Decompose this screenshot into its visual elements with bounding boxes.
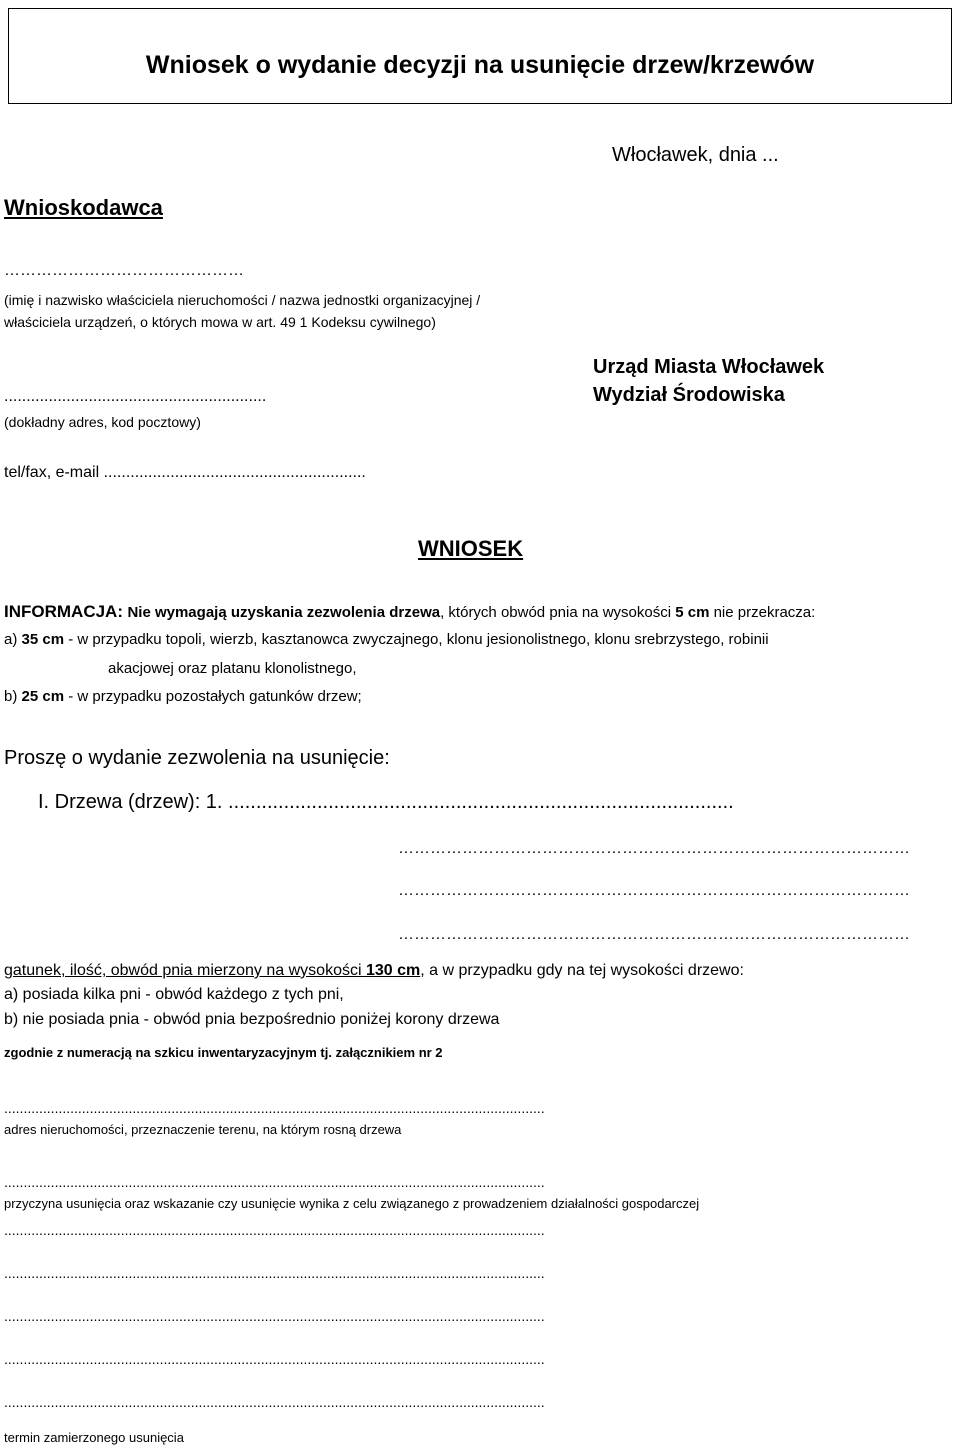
item-a bbox=[4, 631, 769, 648]
gatunek-rest: , a w przypadku gdy na tej wysokości drzewo: bbox=[420, 962, 744, 979]
item-a-cont: akacjowej oraz platanu klonolistnego, bbox=[108, 660, 357, 677]
item-a-bold: 35 cm bbox=[21, 631, 65, 648]
place-date: Włocławek, dnia ... bbox=[612, 144, 779, 166]
recipient-line-2: Wydział Środowiska bbox=[593, 384, 785, 406]
adres-label: adres nieruchomości, przeznaczenie terenu, na którym rosną drzewa bbox=[4, 1122, 402, 1137]
applicant-name-hint-2: właściciela urządzeń, o których mowa w art. 49 1 Kodeksu cywilnego) bbox=[4, 314, 436, 330]
przyczyna-line-3[interactable]: ........................................................................................................................................... bbox=[4, 1308, 545, 1324]
gatunek-b: b) nie posiada pnia - obwód pnia bezpośrednio poniżej korony drzewa bbox=[4, 1011, 500, 1028]
item-b bbox=[4, 688, 362, 705]
applicant-address-hint: (dokładny adres, kod pocztowy) bbox=[4, 414, 201, 430]
trees-line bbox=[38, 791, 734, 814]
applicant-address-dots[interactable]: ........................................................... bbox=[4, 388, 267, 405]
prosze-text: Proszę o wydanie zezwolenia na usunięcie: bbox=[4, 747, 390, 769]
adres-dots[interactable]: ........................................................................................................................................... bbox=[4, 1100, 545, 1116]
info-5cm: 5 cm bbox=[675, 604, 710, 621]
item-b-text: - w przypadku pozostałych gatunków drzew; bbox=[64, 688, 362, 705]
title-box bbox=[8, 8, 952, 104]
info-bold: Nie wymagają uzyskania zezwolenia drzewa bbox=[127, 604, 441, 621]
applicant-name-dots[interactable]: ……………………………………… bbox=[4, 262, 244, 279]
przyczyna-line-1[interactable]: ........................................................................................................................................... bbox=[4, 1222, 545, 1238]
blank-line-3[interactable]: …………………………………………………………………………………… bbox=[398, 926, 910, 943]
document-title: Wniosek o wydanie decyzji na usunięcie drzew/krzewów bbox=[145, 51, 815, 79]
przyczyna-line-2[interactable]: ........................................................................................................................................... bbox=[4, 1265, 545, 1281]
info-mid: , których obwód pnia na wysokości bbox=[440, 604, 676, 621]
applicant-contact[interactable]: tel/fax, e-mail ........................................................... bbox=[4, 464, 366, 481]
gatunek-line bbox=[4, 962, 744, 980]
trees-dots[interactable]: ........................................................................................... bbox=[228, 791, 734, 813]
gatunek-130cm: 130 cm bbox=[365, 962, 421, 979]
item-a-text: - w przypadku topoli, wierzb, kasztanowca zwyczajnego, klonu jesionolistnego, klonu srebrzystego, robinii bbox=[64, 631, 769, 648]
applicant-heading: Wnioskodawca bbox=[4, 195, 163, 220]
przyczyna-dots[interactable]: ........................................................................................................................................... bbox=[4, 1174, 545, 1190]
recipient-line-1: Urząd Miasta Włocławek bbox=[593, 356, 825, 378]
termin-dots[interactable]: ........................................................................................................................................... bbox=[4, 1394, 545, 1410]
item-b-prefix: b) bbox=[4, 688, 18, 705]
gatunek-text: gatunek, ilość, obwód pnia mierzony na wysokości bbox=[4, 962, 366, 979]
trees-label: I. Drzewa (drzew): 1. bbox=[38, 791, 229, 813]
gatunek-a: a) posiada kilka pni - obwód każdego z tych pni, bbox=[4, 986, 344, 1003]
przyczyna-line-4[interactable]: ........................................................................................................................................... bbox=[4, 1351, 545, 1367]
blank-line-1[interactable]: …………………………………………………………………………………… bbox=[398, 840, 910, 857]
info-end: nie przekracza: bbox=[709, 604, 816, 621]
blank-line-2[interactable]: …………………………………………………………………………………… bbox=[398, 882, 910, 899]
info-label: INFORMACJA: bbox=[4, 602, 123, 621]
item-b-bold: 25 cm bbox=[21, 688, 65, 705]
item-a-prefix: a) bbox=[4, 631, 18, 648]
info-paragraph bbox=[4, 602, 815, 622]
termin-label: termin zamierzonego usunięcia bbox=[4, 1430, 184, 1445]
numeracja-text: zgodnie z numeracją na szkicu inwentaryzacyjnym tj. załącznikiem nr 2 bbox=[4, 1045, 443, 1060]
wniosek-heading: WNIOSEK bbox=[418, 536, 524, 561]
applicant-name-hint-1: (imię i nazwisko właściciela nieruchomości / nazwa jednostki organizacyjnej / bbox=[4, 292, 481, 308]
przyczyna-label: przyczyna usunięcia oraz wskazanie czy usunięcie wynika z celu związanego z prowadzeniem działalności gospodarczej bbox=[4, 1196, 700, 1211]
